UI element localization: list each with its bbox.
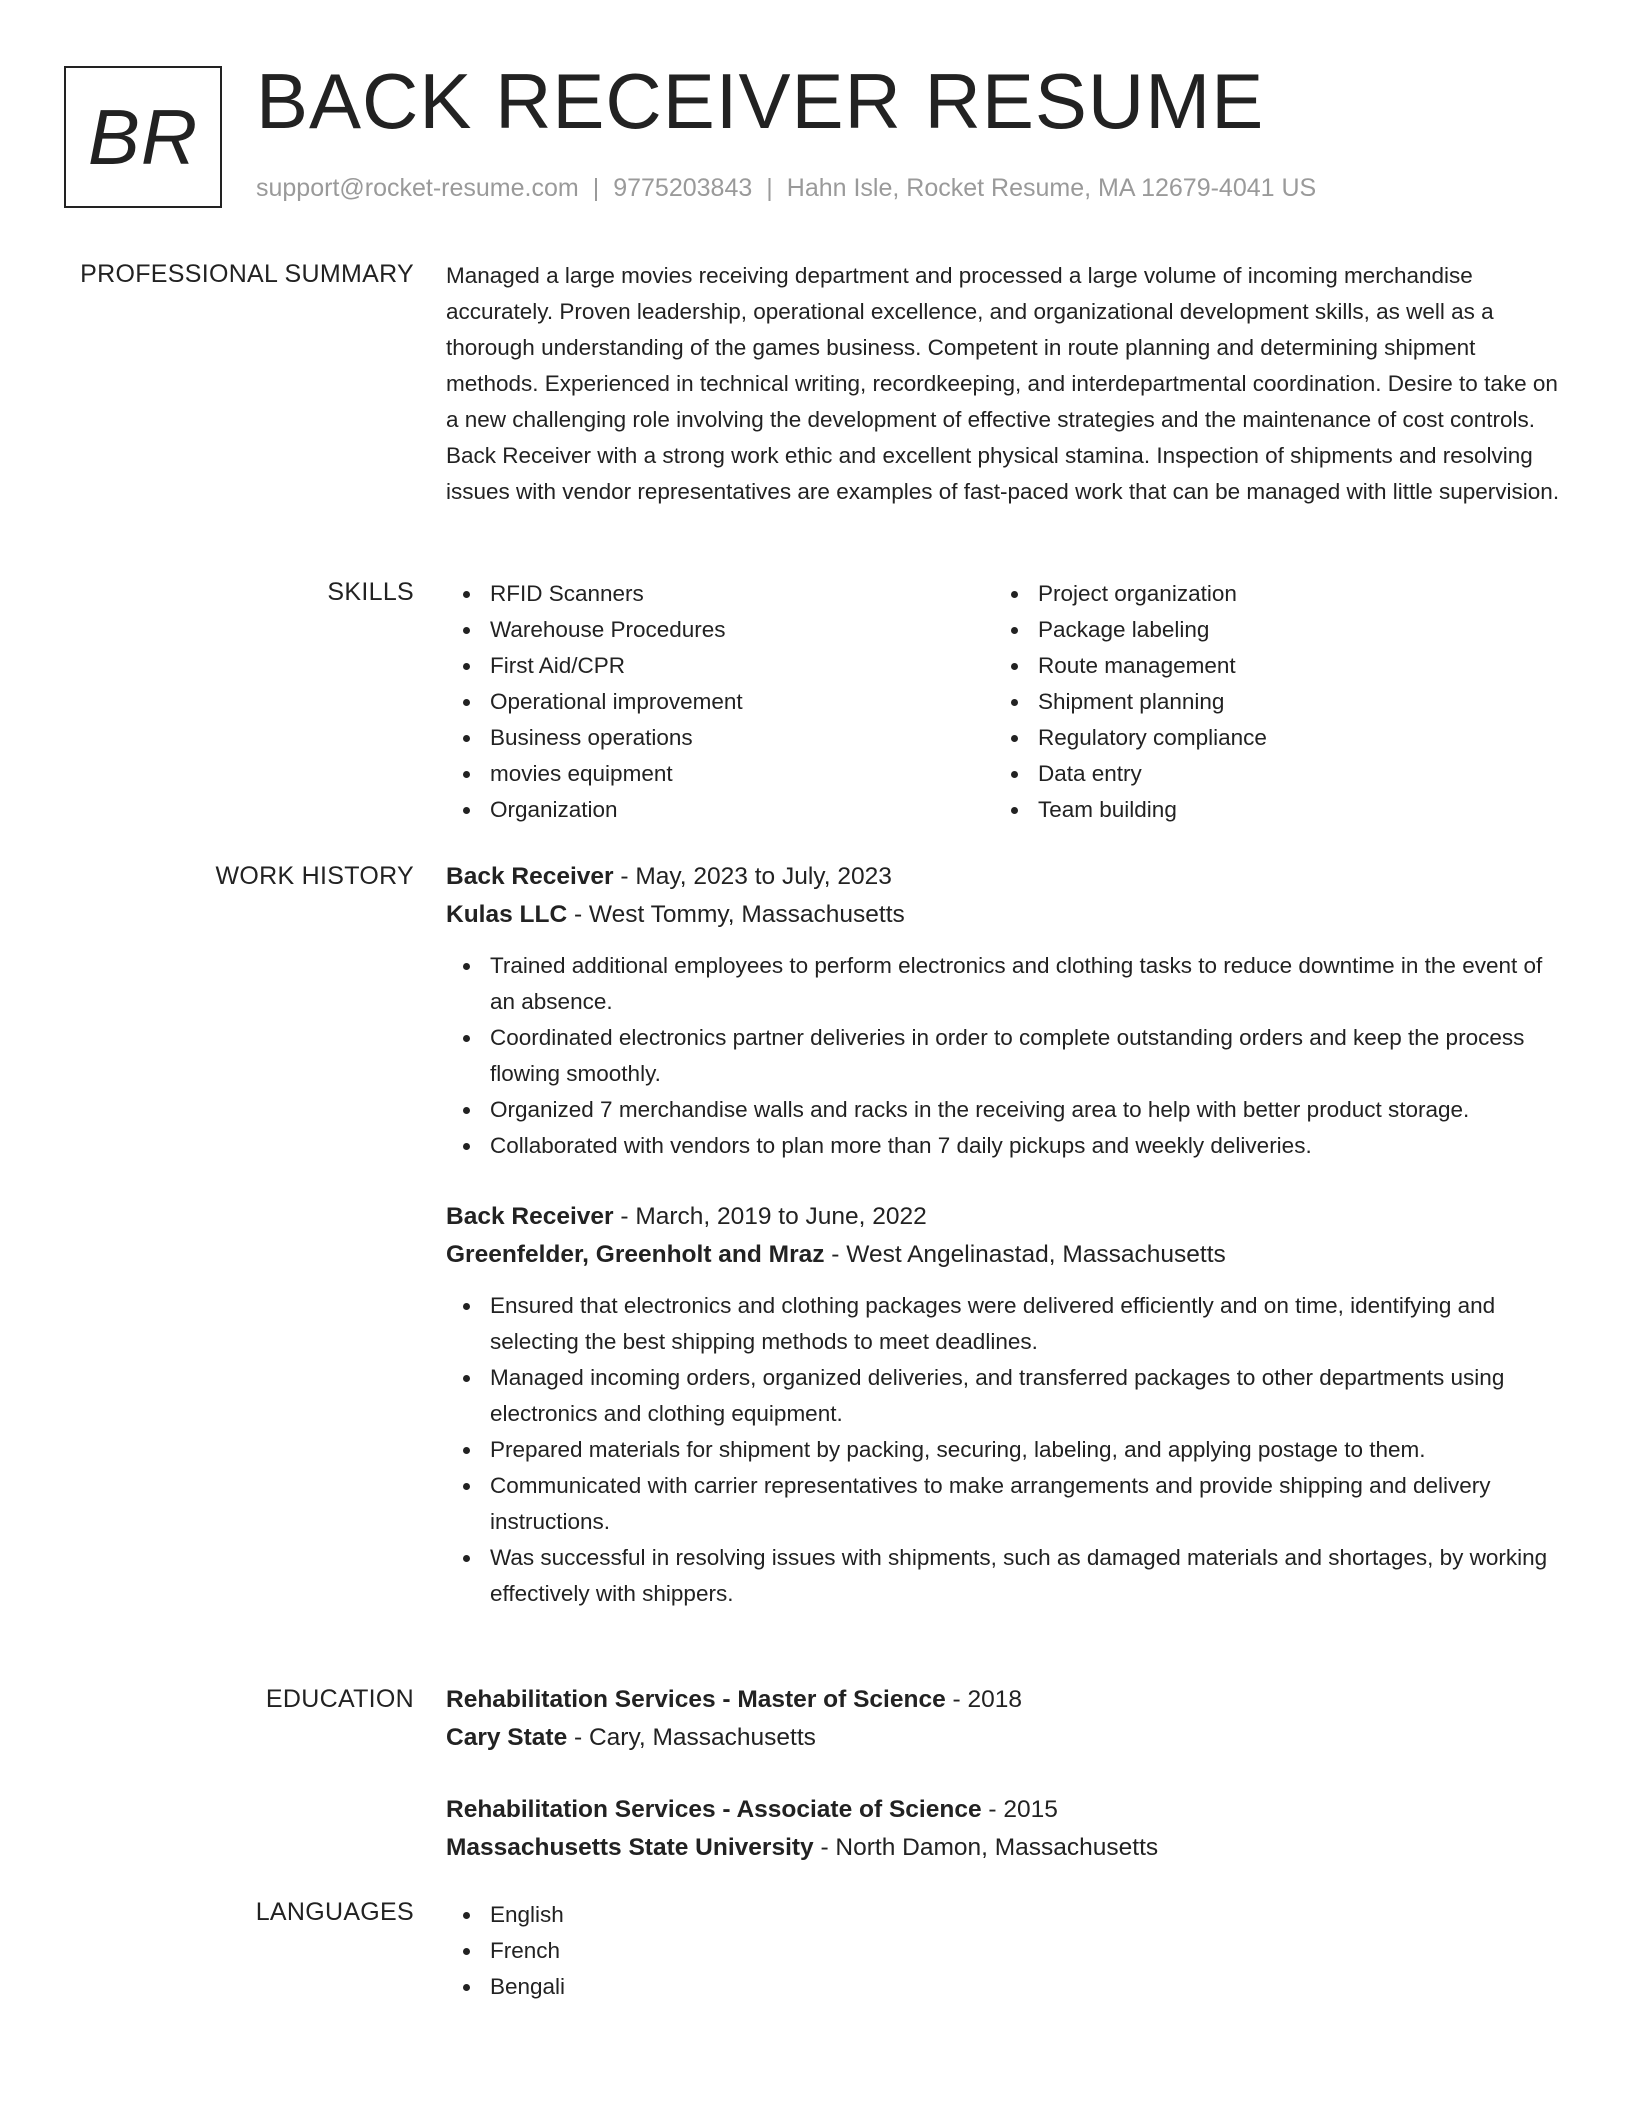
summary-body [446, 258, 1564, 510]
duty-item: Ensured that electronics and clothing packages were delivered efficiently and on time, identifying and selecting the best shipping methods to meet deadlines. [446, 1288, 1564, 1360]
duty-item: Organized 7 merchandise walls and racks in the receiving area to help with better product storage. [446, 1092, 1564, 1128]
edu-school: Massachusetts State University [446, 1834, 814, 1861]
edu-degree-line [446, 1681, 1564, 1719]
language-item: French [446, 1933, 1564, 1969]
contact-email: support@rocket-resume.com [256, 174, 579, 202]
section-label-education: EDUCATION [265, 1685, 414, 1713]
contact-separator: | [766, 174, 773, 202]
skills-list-right [994, 576, 1542, 828]
job-dates: - May, 2023 to July, 2023 [613, 863, 892, 890]
job-title: Back Receiver [446, 863, 614, 890]
edu-school-line [446, 1829, 1564, 1867]
duty-item: Communicated with carrier representatives to make arrangements and provide shipping and delivery instructions. [446, 1468, 1564, 1540]
job-location: - West Tommy, Massachusetts [567, 901, 905, 928]
section-label-summary: PROFESSIONAL SUMMARY [80, 260, 414, 288]
skill-item: Regulatory compliance [994, 720, 1542, 756]
education-body [446, 1681, 1564, 1867]
education-entry [446, 1791, 1564, 1867]
skill-item: Organization [446, 792, 994, 828]
edu-year: - 2015 [981, 1796, 1058, 1823]
contact-separator: | [592, 174, 600, 202]
duty-item: Coordinated electronics partner deliveries in order to complete outstanding orders and keep the process flowing smoothly. [446, 1020, 1564, 1092]
job-entry [446, 1198, 1564, 1612]
job-entry [446, 858, 1564, 1164]
edu-location: - Cary, Massachusetts [567, 1724, 816, 1751]
skill-item: Operational improvement [446, 684, 994, 720]
job-duties [446, 948, 1564, 1164]
job-company-line [446, 896, 1564, 934]
duty-item: Managed incoming orders, organized deliveries, and transferred packages to other departments using electronics and clothing equipment. [446, 1360, 1564, 1432]
skill-item: Business operations [446, 720, 994, 756]
skill-item: Warehouse Procedures [446, 612, 994, 648]
section-label-languages: LANGUAGES [255, 1898, 414, 1926]
contact-address: Hahn Isle, Rocket Resume, MA 12679-4041 US [786, 174, 1317, 202]
monogram-box [64, 66, 222, 208]
languages-list [446, 1897, 1564, 2005]
skill-item: Team building [994, 792, 1542, 828]
edu-school: Cary State [446, 1724, 568, 1751]
skill-item: Project organization [994, 576, 1542, 612]
monogram-initials: BR [87, 92, 199, 181]
job-title: Back Receiver [446, 1203, 614, 1230]
education-entry [446, 1681, 1564, 1757]
skills-body [446, 576, 1564, 828]
skill-item: Route management [994, 648, 1542, 684]
duty-item: Trained additional employees to perform electronics and clothing tasks to reduce downtime in the event of an absence. [446, 948, 1564, 1020]
skill-item: Data entry [994, 756, 1542, 792]
job-duties [446, 1288, 1564, 1612]
section-label-skills: SKILLS [327, 578, 414, 606]
skill-item: Package labeling [994, 612, 1542, 648]
section-label-work: WORK HISTORY [215, 862, 414, 890]
skill-item: movies equipment [446, 756, 994, 792]
work-body [446, 858, 1564, 1612]
resume-title: BACK RECEIVER RESUME [256, 57, 1265, 145]
job-title-line [446, 858, 1564, 896]
duty-item: Was successful in resolving issues with shipments, such as damaged materials and shortages, by working effectively with shippers. [446, 1540, 1564, 1612]
job-company: Kulas LLC [446, 901, 568, 928]
contact-line [256, 174, 1316, 203]
skill-item: First Aid/CPR [446, 648, 994, 684]
skill-item: RFID Scanners [446, 576, 994, 612]
edu-degree: Rehabilitation Services - Associate of Science [446, 1796, 982, 1823]
skills-list-left [446, 576, 994, 828]
edu-year: - 2018 [945, 1686, 1022, 1713]
languages-body [446, 1897, 1564, 2005]
summary-text: Managed a large movies receiving department and processed a large volume of incoming merchandise accurately. Proven leadership, operational excellence, and organizational development skills, as well as a thorough understanding of the games business. Competent in route planning and determining shipment methods. Experienced in technical writing, recordkeeping, and interdepartmental coordination. Desire to take on a new challenging role involving the development of effective strategies and the maintenance of cost controls. Back Receiver with a strong work ethic and excellent physical stamina. Inspection of shipments and resolving issues with vendor representatives are examples of fast-paced work that can be managed with little supervision. [446, 263, 1560, 504]
job-location: - West Angelinastad, Massachusetts [824, 1241, 1226, 1268]
skill-item: Shipment planning [994, 684, 1542, 720]
edu-school-line [446, 1719, 1564, 1757]
job-title-line [446, 1198, 1564, 1236]
edu-location: - North Damon, Massachusetts [813, 1834, 1159, 1861]
duty-item: Collaborated with vendors to plan more than 7 daily pickups and weekly deliveries. [446, 1128, 1564, 1164]
edu-degree: Rehabilitation Services - Master of Science [446, 1686, 946, 1713]
language-item: Bengali [446, 1969, 1564, 2005]
edu-degree-line [446, 1791, 1564, 1829]
job-company-line [446, 1236, 1564, 1274]
job-company: Greenfelder, Greenholt and Mraz [446, 1241, 825, 1268]
duty-item: Prepared materials for shipment by packing, securing, labeling, and applying postage to them. [446, 1432, 1564, 1468]
language-item: English [446, 1897, 1564, 1933]
job-dates: - March, 2019 to June, 2022 [613, 1203, 927, 1230]
contact-phone: 9775203843 [613, 174, 753, 202]
